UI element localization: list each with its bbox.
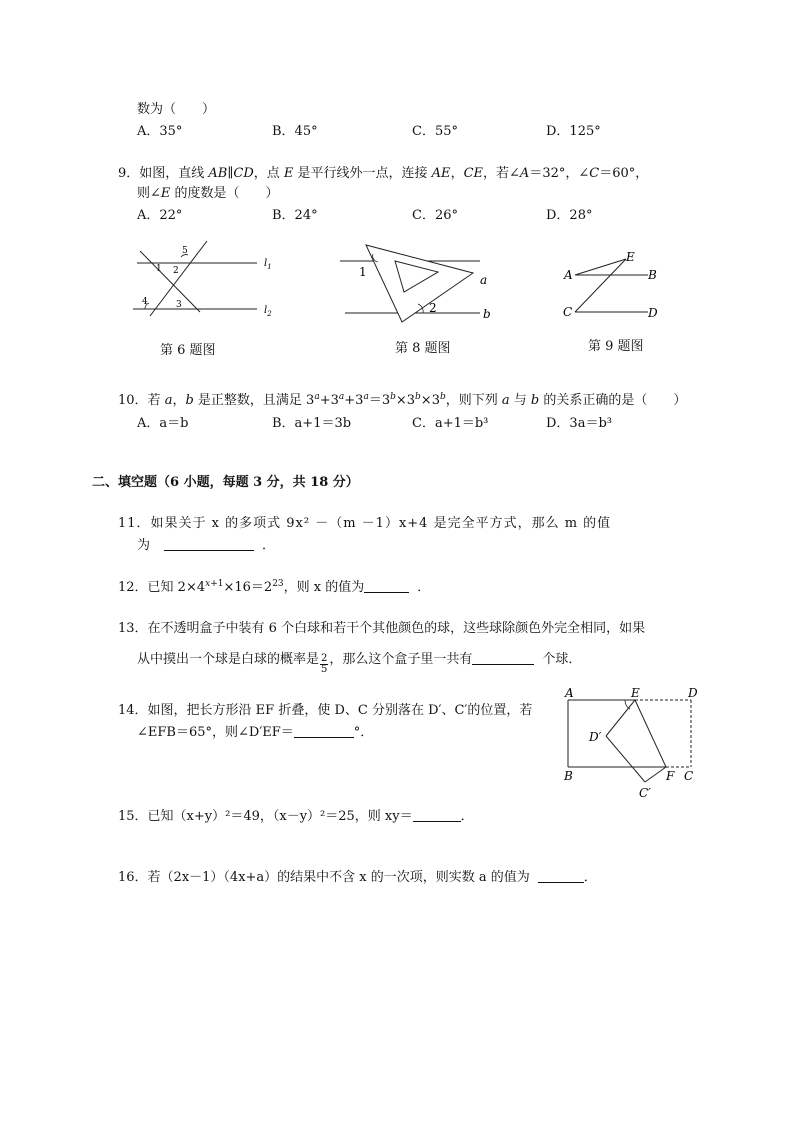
label-d-prime: D′ bbox=[589, 730, 602, 744]
q9-option-d: D．28° bbox=[546, 208, 593, 223]
q10-exp: a bbox=[314, 392, 320, 402]
q14-text: °． bbox=[353, 725, 374, 740]
q15-end: ． bbox=[460, 809, 474, 824]
q10-exp: b bbox=[415, 392, 421, 402]
q11-text: 为 bbox=[137, 538, 151, 553]
figure-6-caption: 第 6 题图 bbox=[160, 343, 216, 358]
q10-text: 与 bbox=[509, 393, 531, 408]
q10-stem bbox=[118, 389, 686, 408]
q16-number: 16． bbox=[118, 870, 148, 885]
figure-9 bbox=[560, 246, 670, 322]
label-1: 1 bbox=[359, 265, 367, 279]
label-c: C bbox=[563, 305, 573, 319]
q15-number: 15． bbox=[118, 809, 148, 824]
q9-parallel: ∥ bbox=[227, 166, 234, 181]
q8-option-b: B．45° bbox=[272, 124, 318, 139]
label-c-prime: C′ bbox=[639, 786, 651, 800]
q10-option-c: C．a+1＝b³ bbox=[412, 416, 489, 431]
q10-exp: a bbox=[363, 392, 369, 402]
q9-e: E bbox=[283, 166, 294, 181]
q15-answer-blank[interactable] bbox=[413, 809, 461, 822]
rect-guide bbox=[568, 700, 693, 767]
q10-text: ， bbox=[172, 393, 186, 408]
figure-14 bbox=[560, 684, 706, 800]
q16-stem bbox=[118, 866, 597, 885]
q9-option-c: C．26° bbox=[412, 208, 458, 223]
q10-option-d: D．3a＝b³ bbox=[546, 416, 612, 431]
label-d: D bbox=[688, 686, 698, 700]
label-d: D bbox=[648, 306, 658, 320]
label-a: A bbox=[565, 686, 574, 700]
q12-end: ． bbox=[417, 580, 431, 595]
q10-var-a: a bbox=[164, 393, 173, 408]
q10-var: a bbox=[501, 393, 510, 408]
q11-text: 如果关于 x 的多项式 9x² －（m －1）x+4 是完全平方式，那么 m 的值 bbox=[150, 516, 612, 531]
q10-text: +3 bbox=[344, 393, 364, 408]
l2-subscript: 2 bbox=[267, 310, 272, 318]
q9-text: ，点 bbox=[253, 166, 284, 181]
q11-stem-line1 bbox=[118, 512, 611, 531]
label-2: 2 bbox=[429, 301, 437, 315]
q10-option-a: A．a＝b bbox=[137, 416, 189, 431]
q9-ae: AE bbox=[431, 166, 451, 181]
q10-exp: b bbox=[439, 392, 446, 402]
q10-exp: b bbox=[390, 392, 396, 402]
transversal-1 bbox=[140, 251, 200, 312]
q13-text: ，那么这个盒子里一共有 bbox=[329, 652, 473, 667]
q8-option-d: D．125° bbox=[546, 124, 601, 139]
q12-exp: 23 bbox=[272, 579, 284, 589]
figure-6 bbox=[125, 236, 285, 324]
q10-text: ＝3 bbox=[368, 393, 391, 408]
q9-text: 如图，直线 bbox=[139, 166, 209, 181]
q10-var-b: b bbox=[185, 393, 194, 408]
label-e: E bbox=[631, 686, 640, 700]
q9-text: ＝32°，∠ bbox=[529, 166, 590, 181]
segment-ed bbox=[606, 700, 635, 736]
q10-text: 若 bbox=[147, 393, 165, 408]
q10-number: 10． bbox=[118, 393, 148, 408]
q9-option-b: B．24° bbox=[272, 208, 318, 223]
q16-end: ． bbox=[583, 870, 597, 885]
q10-text: ×3 bbox=[420, 393, 440, 408]
q14-stem-line1 bbox=[118, 699, 532, 718]
q8-stem-tail: 数为（ ） bbox=[137, 102, 216, 117]
figure-8-caption: 第 8 题图 bbox=[395, 341, 451, 356]
q9-ce: CE bbox=[463, 166, 484, 181]
q8-option-a: A．35° bbox=[137, 124, 183, 139]
q9-ab: AB bbox=[208, 166, 228, 181]
q14-stem-line2 bbox=[137, 721, 373, 740]
q8-option-c: C．55° bbox=[412, 124, 458, 139]
q10-exp: a bbox=[338, 392, 345, 402]
q13-text: 从中摸出一个球是白球的概率是 bbox=[137, 652, 320, 667]
figure-9-caption: 第 9 题图 bbox=[588, 339, 644, 354]
q11-stem-line2 bbox=[137, 534, 275, 553]
q16-text: 若（2x－1）（4x+a）的结果中不含 x 的一次项，则实数 a 的值为 bbox=[147, 870, 530, 885]
q11-end: ． bbox=[262, 538, 276, 553]
q9-option-a: A．22° bbox=[137, 208, 183, 223]
figure-8 bbox=[340, 240, 500, 324]
q12-exp-x: x bbox=[205, 579, 211, 589]
q12-text: ，则 x 的值为 bbox=[283, 580, 365, 595]
label-2: 2 bbox=[173, 266, 179, 276]
label-b: B bbox=[648, 268, 657, 282]
q14-number: 14． bbox=[118, 703, 148, 718]
label-5: 5 bbox=[182, 246, 188, 256]
q10-var: b bbox=[530, 393, 540, 408]
q13-text: 个球． bbox=[542, 652, 582, 667]
label-4: 4 bbox=[142, 297, 148, 307]
q13-answer-blank[interactable] bbox=[472, 652, 534, 665]
q11-answer-blank[interactable] bbox=[164, 538, 254, 551]
q9-number: 9． bbox=[118, 166, 140, 181]
q9-text: 的度数是（ ） bbox=[170, 186, 279, 201]
q12-answer-blank[interactable] bbox=[364, 580, 409, 593]
fold-ef bbox=[635, 700, 666, 767]
q13-fraction bbox=[320, 654, 328, 675]
label-b: B bbox=[564, 769, 573, 783]
q13-number: 13． bbox=[118, 621, 148, 636]
label-1: 1 bbox=[156, 264, 162, 274]
segment-cf bbox=[645, 767, 666, 782]
q10-text: +3 bbox=[319, 393, 339, 408]
label-a: a bbox=[480, 273, 488, 287]
q9-stem-line1 bbox=[118, 162, 648, 181]
q11-number: 11． bbox=[118, 516, 151, 531]
q9-angle-c: C bbox=[589, 166, 600, 181]
q9-angle-e: E bbox=[160, 186, 171, 201]
q13-frac-den: 5 bbox=[321, 664, 328, 675]
triangle-ruler-outer bbox=[366, 245, 473, 322]
q12-number: 12． bbox=[118, 580, 148, 595]
q10-text: 是正整数，且满足 3 bbox=[193, 393, 315, 408]
q9-text: 则∠ bbox=[137, 186, 161, 201]
label-a: A bbox=[564, 268, 573, 282]
label-e: E bbox=[626, 250, 635, 264]
q10-text: 的关系正确的是（ ） bbox=[539, 393, 687, 408]
q9-text: 是平行线外一点，连接 bbox=[293, 166, 432, 181]
q9-angle-a: A bbox=[519, 166, 530, 181]
label-c: C bbox=[684, 769, 694, 783]
q14-text: 如图，把长方形沿 EF 折叠，使 D、C 分别落在 D′、C′的位置，若 bbox=[147, 703, 533, 718]
q12-stem: 12．已知 $2\times 4^{x+1}\times 16=2^{23}$，则 x 的值为 ． bbox=[118, 579, 431, 595]
q9-text: ，若∠ bbox=[483, 166, 520, 181]
q9-stem-line2 bbox=[137, 182, 279, 201]
section-2-title: 二、填空题（6 小题，每题 3 分，共 18 分） bbox=[92, 475, 359, 490]
label-l2: $l_2$ bbox=[264, 305, 272, 318]
q13-text: 在不透明盒子中装有 6 个白球和若干个其他颜色的球，这些球除颜色外完全相同，如果 bbox=[147, 621, 646, 636]
q13-stem-line1 bbox=[118, 617, 645, 636]
q10-text: ，则下列 bbox=[445, 393, 502, 408]
q13-frac-num: 2 bbox=[321, 653, 328, 664]
q14-answer-blank[interactable] bbox=[294, 725, 354, 738]
q10-option-b: B．a+1＝3b bbox=[272, 416, 352, 431]
q9-text: ， bbox=[450, 166, 464, 181]
label-3: 3 bbox=[176, 300, 182, 310]
q15-text: 已知（x+y）²＝49，（x－y）²＝25，则 xy＝ bbox=[147, 809, 413, 824]
q14-text: ∠EFB＝65°，则∠D′EF＝ bbox=[137, 725, 294, 740]
q12-text: ×16＝2 bbox=[223, 580, 273, 595]
q10-text: ×3 bbox=[395, 393, 416, 408]
q9-text: ＝60°， bbox=[599, 166, 649, 181]
q13-stem-line2 bbox=[137, 648, 581, 675]
l1-subscript: 1 bbox=[267, 263, 272, 271]
label-f: F bbox=[666, 769, 675, 783]
q15-stem bbox=[118, 805, 474, 824]
q9-cd: CD bbox=[233, 166, 254, 181]
q16-answer-blank[interactable] bbox=[538, 870, 584, 883]
label-b: b bbox=[483, 307, 491, 321]
label-l1: $l_1$ bbox=[264, 258, 272, 271]
segment-dc bbox=[606, 736, 645, 782]
q12-text: 已知 2×4 bbox=[147, 580, 206, 595]
